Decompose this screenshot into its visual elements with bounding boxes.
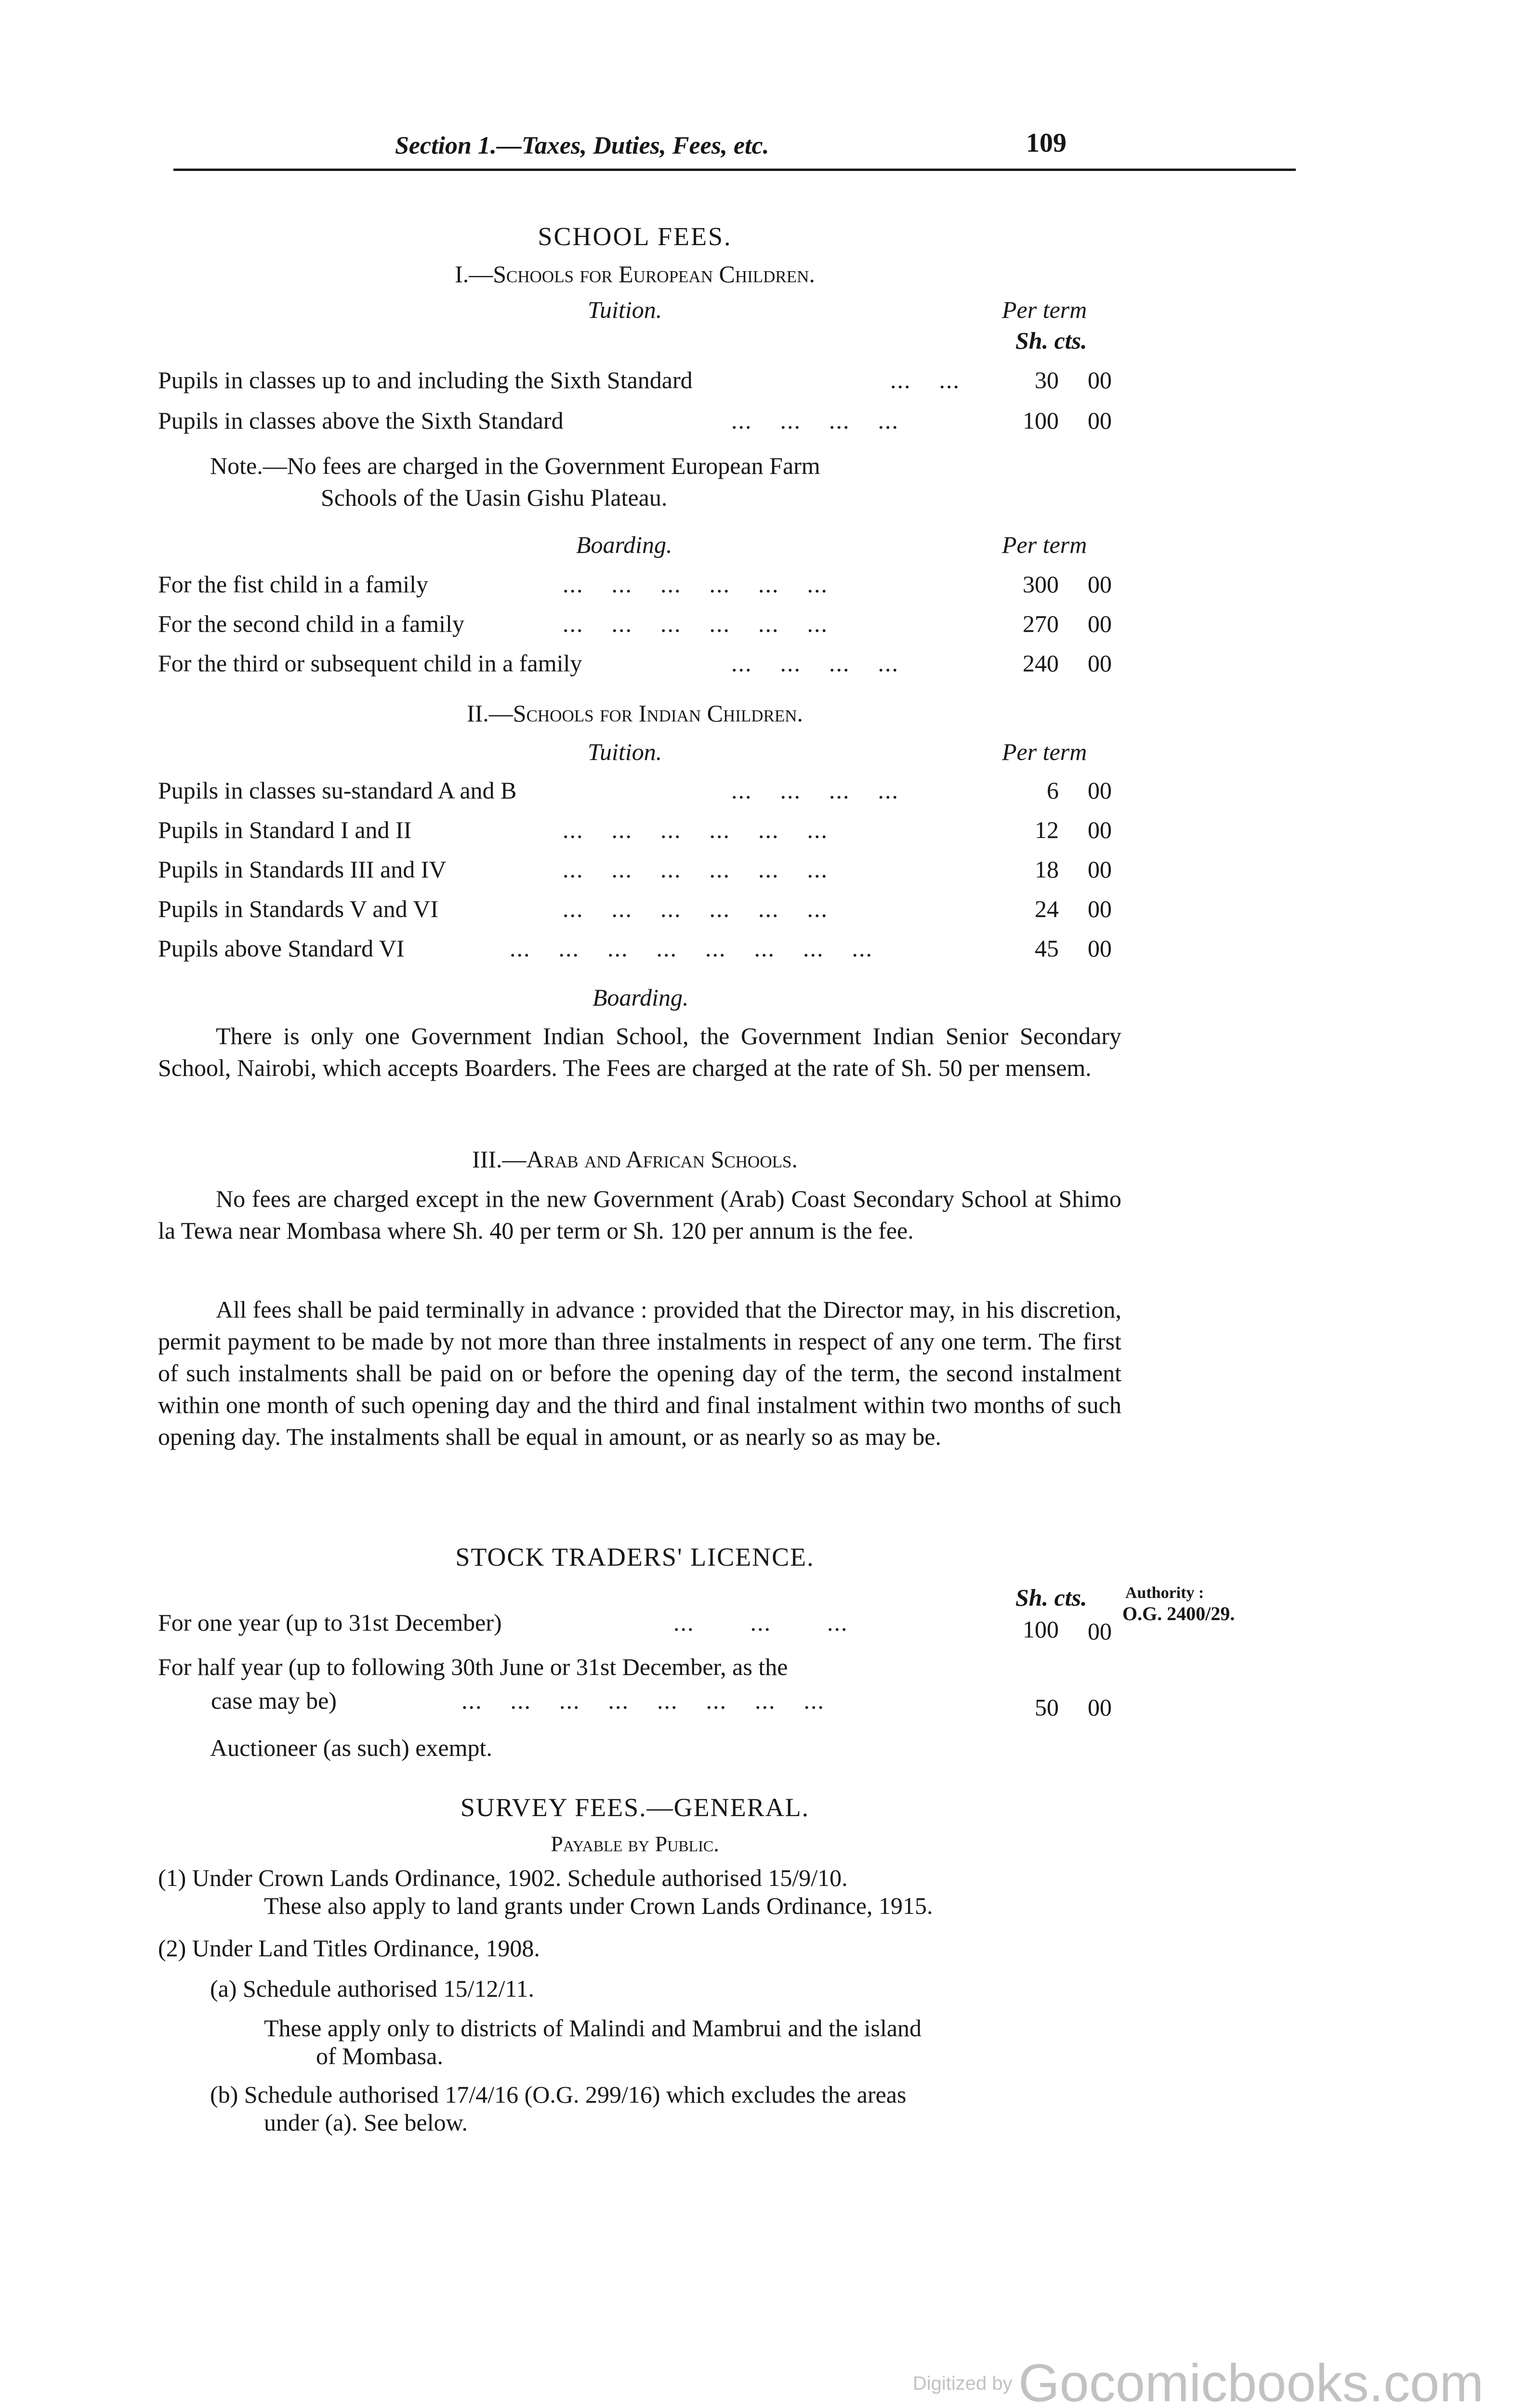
boarding-label: Boarding. <box>576 531 672 558</box>
amount-cts: 00 <box>1088 571 1112 598</box>
leader-dots: ... ... ... ... <box>731 777 899 804</box>
amount-sh: 240 <box>1023 650 1059 677</box>
survey-item-2b-note: under (a). See below. <box>264 2109 468 2136</box>
amount-sh: 30 <box>1035 366 1059 393</box>
row-label: For the fist child in a family <box>158 571 429 598</box>
leader-dots: ... ... ... ... ... ... <box>563 856 828 883</box>
row-label: Pupils in classes up to and including the Sixth Standard <box>158 366 693 393</box>
survey-fees-title: SURVEY FEES.—GENERAL. <box>460 1793 810 1822</box>
leader-dots: ... ... ... ... ... ... <box>563 571 828 598</box>
auctioneer-exempt: Auctioneer (as such) exempt. <box>210 1734 492 1761</box>
survey-item-1: (1) Under Crown Lands Ordinance, 1902. Schedule authorised 15/9/10. <box>158 1864 848 1891</box>
row-label: Pupils in Standards V and VI <box>158 895 438 922</box>
table-row <box>158 854 1121 886</box>
table-row <box>211 1686 1030 1717</box>
amount-sh: 18 <box>1035 856 1059 883</box>
row-label: Pupils above Standard VI <box>158 935 405 962</box>
amount-sh: 24 <box>1035 895 1059 922</box>
table-row <box>158 609 1121 641</box>
table-row <box>158 894 1121 926</box>
table-row <box>158 406 1121 437</box>
leader-dots: ... ... <box>890 366 960 393</box>
payable-by-public: Payable by Public. <box>551 1832 719 1856</box>
indian-boarding-text: There is only one Government Indian School, the Government Indian Senior Secondary School, Nairobi, which accepts Boarders. The Fees are charged at the rate of Sh. 50 per mensem. <box>158 1022 1121 1081</box>
leader-dots: ... ... ... ... ... ... <box>563 816 828 843</box>
amount-cts: 00 <box>1088 366 1112 393</box>
amount-sh: 100 <box>1023 1616 1059 1643</box>
amount-sh: 50 <box>1035 1694 1059 1721</box>
amount-cts: 00 <box>1088 816 1112 843</box>
amount-sh: 100 <box>1023 407 1059 434</box>
amount-sh: 45 <box>1035 935 1059 962</box>
leader-dots: ... ... ... ... ... ... <box>563 895 828 922</box>
amount-cts: 00 <box>1088 610 1112 637</box>
amount-cts: 00 <box>1088 407 1112 434</box>
survey-item-2b: (b) Schedule authorised 17/4/16 (O.G. 299/16) which excludes the areas <box>210 2081 907 2108</box>
leader-dots: ... ... ... ... ... ... <box>563 610 828 637</box>
per-term-heading: Per term <box>1002 296 1087 323</box>
amount-sh: 6 <box>1047 777 1059 804</box>
authority-label: Authority : <box>1125 1584 1204 1602</box>
amount-cts: 00 <box>1088 895 1112 922</box>
table-row <box>158 365 1121 397</box>
table-row <box>158 933 1121 965</box>
amount-sh: 270 <box>1023 610 1059 637</box>
school-fees-title: SCHOOL FEES. <box>538 222 732 251</box>
survey-item-2a-note-2: of Mombasa. <box>316 2042 443 2069</box>
amount-cts: 00 <box>1088 650 1112 677</box>
leader-dots: ... ... ... ... <box>731 407 899 434</box>
leader-dots: ... ... ... ... ... ... ... ... <box>461 1687 825 1714</box>
digitized-by-text: Digitized by <box>912 2372 1013 2394</box>
row-label: Pupils in classes above the Sixth Standard <box>158 407 564 434</box>
survey-item-2a: (a) Schedule authorised 15/12/11. <box>210 1975 534 2002</box>
amount-cts: 00 <box>1088 935 1112 962</box>
watermark <box>913 2350 1484 2408</box>
row-label: Pupils in Standards III and IV <box>158 856 447 883</box>
amount-cts: 00 <box>1088 1618 1112 1645</box>
table-row <box>158 1608 1121 1639</box>
per-term-heading: Per term <box>1002 531 1087 558</box>
watermark-site: Gocomicbooks.com <box>1018 2354 1484 2408</box>
table-row <box>158 815 1121 847</box>
row-label: Pupils in classes su-standard A and B <box>158 777 517 804</box>
tuition-label: Tuition. <box>588 738 662 765</box>
amount-sh: 300 <box>1023 571 1059 598</box>
note-text: Note.—No fees are charged in the Government European Farm <box>210 452 820 479</box>
payment-terms-text: All fees shall be paid terminally in advance : provided that the Director may, in his discretion, permit payment to be made by not more than three instalments in respect of any one term. The first of such instalments shall be paid on or before the opening day of the term, the second instalment within one month of such opening day and the third and final instalment within two months of such opening day. The instalments shall be equal in amount, or as nearly so as may be. <box>158 1296 1121 1450</box>
tuition-label: Tuition. <box>588 296 662 323</box>
survey-item-2a-note-1: These apply only to districts of Malindi and Mambrui and the island <box>264 2015 922 2042</box>
row-label: Pupils in Standard I and II <box>158 816 412 843</box>
section-header: Section 1.—Taxes, Duties, Fees, etc. <box>395 132 769 159</box>
european-schools-heading: I.—Schools for European Children. <box>455 261 815 288</box>
header-rule <box>173 169 1296 171</box>
per-term-heading: Per term <box>1002 738 1087 765</box>
survey-item-1-note: These also apply to land grants under Crown Lands Ordinance, 1915. <box>264 1892 933 1919</box>
amount-cts: 00 <box>1088 1694 1112 1721</box>
survey-item-2: (2) Under Land Titles Ordinance, 1908. <box>158 1935 540 1962</box>
amount-sh: 12 <box>1035 816 1059 843</box>
stock-traders-title: STOCK TRADERS' LICENCE. <box>455 1543 815 1571</box>
table-row <box>158 775 1121 807</box>
leader-dots: ... ... ... <box>673 1609 848 1636</box>
page-number: 109 <box>1026 128 1066 158</box>
authority-reference: O.G. 2400/29. <box>1122 1603 1235 1624</box>
note-line-1 <box>210 451 820 481</box>
table-row <box>158 569 1121 601</box>
row-label: case may be) <box>211 1687 337 1714</box>
row-label: For the third or subsequent child in a family <box>158 650 582 677</box>
arab-fees-text: No fees are charged except in the new Government (Arab) Coast Secondary School at Shimo la Tewa near Mombasa where Sh. 40 per term or Sh. 120 per annum is the fee. <box>158 1185 1121 1244</box>
note-line-2: Schools of the Uasin Gishu Plateau. <box>321 484 668 511</box>
boarding-label: Boarding. <box>592 984 689 1011</box>
row-label: For one year (up to 31st December) <box>158 1609 502 1636</box>
sh-cts-heading: Sh. cts. <box>1015 327 1087 354</box>
amount-cts: 00 <box>1088 856 1112 883</box>
amount-cts: 00 <box>1088 777 1112 804</box>
table-row <box>158 648 1121 680</box>
leader-dots: ... ... ... ... ... ... ... ... <box>510 935 873 962</box>
sh-cts-heading: Sh. cts. <box>1015 1584 1087 1611</box>
half-year-line-1: For half year (up to following 30th June or 31st December, as the <box>158 1653 788 1680</box>
indian-schools-heading: II.—Schools for Indian Children. <box>466 700 803 727</box>
row-label: For the second child in a family <box>158 610 464 637</box>
leader-dots: ... ... ... ... <box>731 650 899 677</box>
arab-african-schools-heading: III.—Arab and African Schools. <box>472 1146 798 1173</box>
